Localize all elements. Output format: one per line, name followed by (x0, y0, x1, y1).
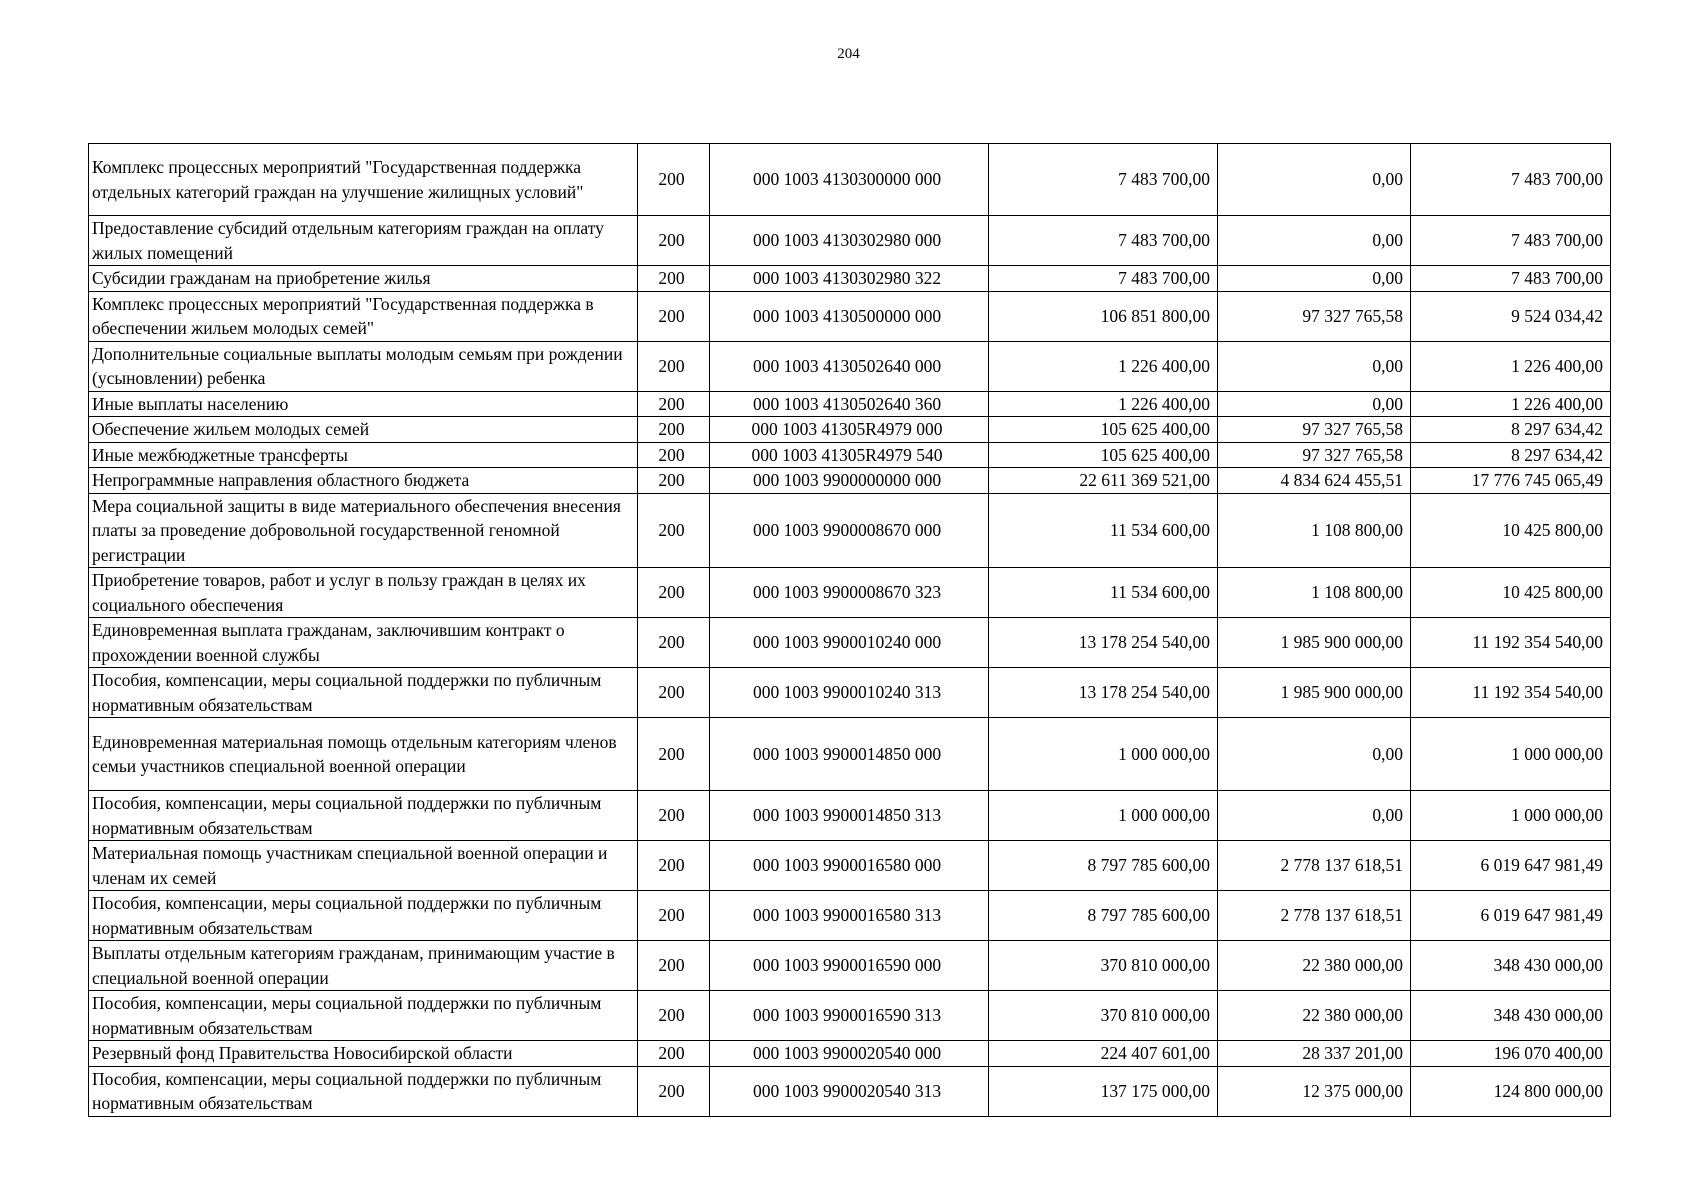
executed-amount-cell: 22 380 000,00 (1218, 991, 1411, 1041)
table-row (89, 341, 1611, 391)
admin-code-cell: 200 (638, 442, 710, 468)
page-number: 204 (837, 46, 860, 62)
unexecuted-amount-cell: 8 297 634,42 (1411, 442, 1611, 468)
classification-code-cell: 000 1003 9900008670 323 (710, 568, 989, 618)
admin-code-cell: 200 (638, 568, 710, 618)
unexecuted-amount-cell: 9 524 034,42 (1411, 291, 1611, 341)
admin-code-cell: 200 (638, 1066, 710, 1116)
executed-amount-cell: 1 985 900 000,00 (1218, 668, 1411, 718)
table-row (89, 391, 1611, 417)
approved-amount-cell: 370 810 000,00 (989, 991, 1218, 1041)
unexecuted-amount-cell: 17 776 745 065,49 (1411, 468, 1611, 494)
table-row (89, 668, 1611, 718)
unexecuted-amount-cell: 10 425 800,00 (1411, 568, 1611, 618)
executed-amount-cell: 0,00 (1218, 216, 1411, 266)
admin-code-cell: 200 (638, 341, 710, 391)
table-row (89, 291, 1611, 341)
classification-code-cell: 000 1003 9900010240 000 (710, 618, 989, 668)
expense-name-cell: Материальная помощь участникам специальной военной операции и членам их семей (89, 841, 638, 891)
classification-code-cell: 000 1003 9900020540 000 (710, 1041, 989, 1067)
classification-code-cell: 000 1003 4130502640 360 (710, 391, 989, 417)
table-row (89, 991, 1611, 1041)
expense-name-cell: Пособия, компенсации, меры социальной поддержки по публичным нормативным обязательствам (89, 1066, 638, 1116)
classification-code-cell: 000 1003 9900014850 313 (710, 791, 989, 841)
approved-amount-cell: 13 178 254 540,00 (989, 668, 1218, 718)
unexecuted-amount-cell: 1 000 000,00 (1411, 791, 1611, 841)
table-row (89, 718, 1611, 791)
approved-amount-cell: 1 226 400,00 (989, 391, 1218, 417)
table-row (89, 891, 1611, 941)
table-row (89, 841, 1611, 891)
approved-amount-cell: 106 851 800,00 (989, 291, 1218, 341)
expense-name-cell: Единовременная материальная помощь отдельным категориям членов семьи участников специальной военной операции (89, 718, 638, 791)
table-row (89, 618, 1611, 668)
approved-amount-cell: 8 797 785 600,00 (989, 841, 1218, 891)
executed-amount-cell: 97 327 765,58 (1218, 442, 1411, 468)
unexecuted-amount-cell: 348 430 000,00 (1411, 991, 1611, 1041)
expense-name-cell: Предоставление субсидий отдельным категориям граждан на оплату жилых помещений (89, 216, 638, 266)
admin-code-cell: 200 (638, 1041, 710, 1067)
executed-amount-cell: 2 778 137 618,51 (1218, 841, 1411, 891)
admin-code-cell: 200 (638, 468, 710, 494)
expense-name-cell: Комплекс процессных мероприятий "Государственная поддержка в обеспечении жильем молодых семей" (89, 291, 638, 341)
admin-code-cell: 200 (638, 991, 710, 1041)
table-row (89, 791, 1611, 841)
unexecuted-amount-cell: 1 000 000,00 (1411, 718, 1611, 791)
approved-amount-cell: 13 178 254 540,00 (989, 618, 1218, 668)
admin-code-cell: 200 (638, 266, 710, 292)
approved-amount-cell: 11 534 600,00 (989, 568, 1218, 618)
executed-amount-cell: 1 108 800,00 (1218, 493, 1411, 568)
classification-code-cell: 000 1003 4130500000 000 (710, 291, 989, 341)
budget-table (88, 143, 1611, 1117)
unexecuted-amount-cell: 6 019 647 981,49 (1411, 891, 1611, 941)
admin-code-cell: 200 (638, 216, 710, 266)
expense-name-cell: Иные межбюджетные трансферты (89, 442, 638, 468)
admin-code-cell: 200 (638, 891, 710, 941)
executed-amount-cell: 1 985 900 000,00 (1218, 618, 1411, 668)
expense-name-cell: Обеспечение жильем молодых семей (89, 417, 638, 443)
approved-amount-cell: 11 534 600,00 (989, 493, 1218, 568)
admin-code-cell: 200 (638, 791, 710, 841)
table-row (89, 493, 1611, 568)
executed-amount-cell: 97 327 765,58 (1218, 417, 1411, 443)
approved-amount-cell: 105 625 400,00 (989, 417, 1218, 443)
unexecuted-amount-cell: 348 430 000,00 (1411, 941, 1611, 991)
table-row (89, 417, 1611, 443)
expense-name-cell: Мера социальной защиты в виде материального обеспечения внесения платы за проведение добровольной государственной геномной регистрации (89, 493, 638, 568)
approved-amount-cell: 1 226 400,00 (989, 341, 1218, 391)
table-row (89, 144, 1611, 216)
admin-code-cell: 200 (638, 144, 710, 216)
classification-code-cell: 000 1003 4130300000 000 (710, 144, 989, 216)
expense-name-cell: Пособия, компенсации, меры социальной поддержки по публичным нормативным обязательствам (89, 991, 638, 1041)
admin-code-cell: 200 (638, 841, 710, 891)
executed-amount-cell: 28 337 201,00 (1218, 1041, 1411, 1067)
classification-code-cell: 000 1003 41305R4979 540 (710, 442, 989, 468)
unexecuted-amount-cell: 10 425 800,00 (1411, 493, 1611, 568)
admin-code-cell: 200 (638, 417, 710, 443)
approved-amount-cell: 105 625 400,00 (989, 442, 1218, 468)
approved-amount-cell: 224 407 601,00 (989, 1041, 1218, 1067)
admin-code-cell: 200 (638, 718, 710, 791)
executed-amount-cell: 4 834 624 455,51 (1218, 468, 1411, 494)
classification-code-cell: 000 1003 9900014850 000 (710, 718, 989, 791)
admin-code-cell: 200 (638, 291, 710, 341)
expense-name-cell: Пособия, компенсации, меры социальной поддержки по публичным нормативным обязательствам (89, 891, 638, 941)
executed-amount-cell: 0,00 (1218, 391, 1411, 417)
unexecuted-amount-cell: 1 226 400,00 (1411, 341, 1611, 391)
classification-code-cell: 000 1003 9900020540 313 (710, 1066, 989, 1116)
expense-name-cell: Дополнительные социальные выплаты молодым семьям при рождении (усыновлении) ребенка (89, 341, 638, 391)
classification-code-cell: 000 1003 4130302980 000 (710, 216, 989, 266)
approved-amount-cell: 7 483 700,00 (989, 216, 1218, 266)
expense-name-cell: Пособия, компенсации, меры социальной поддержки по публичным нормативным обязательствам (89, 791, 638, 841)
classification-code-cell: 000 1003 9900000000 000 (710, 468, 989, 494)
executed-amount-cell: 1 108 800,00 (1218, 568, 1411, 618)
approved-amount-cell: 7 483 700,00 (989, 144, 1218, 216)
table-row (89, 468, 1611, 494)
executed-amount-cell: 97 327 765,58 (1218, 291, 1411, 341)
classification-code-cell: 000 1003 9900016580 313 (710, 891, 989, 941)
unexecuted-amount-cell: 7 483 700,00 (1411, 266, 1611, 292)
expense-name-cell: Иные выплаты населению (89, 391, 638, 417)
classification-code-cell: 000 1003 9900016590 313 (710, 991, 989, 1041)
classification-code-cell: 000 1003 4130302980 322 (710, 266, 989, 292)
expense-name-cell: Выплаты отдельным категориям гражданам, принимающим участие в специальной военной операции (89, 941, 638, 991)
expense-name-cell: Единовременная выплата гражданам, заключившим контракт о прохождении военной службы (89, 618, 638, 668)
executed-amount-cell: 2 778 137 618,51 (1218, 891, 1411, 941)
table-row (89, 442, 1611, 468)
classification-code-cell: 000 1003 9900016590 000 (710, 941, 989, 991)
admin-code-cell: 200 (638, 391, 710, 417)
executed-amount-cell: 0,00 (1218, 144, 1411, 216)
table-row (89, 941, 1611, 991)
expense-name-cell: Непрограммные направления областного бюджета (89, 468, 638, 494)
expense-name-cell: Комплекс процессных мероприятий "Государственная поддержка отдельных категорий граждан на улучшение жилищных условий" (89, 144, 638, 216)
classification-code-cell: 000 1003 9900016580 000 (710, 841, 989, 891)
approved-amount-cell: 137 175 000,00 (989, 1066, 1218, 1116)
table-row (89, 216, 1611, 266)
unexecuted-amount-cell: 1 226 400,00 (1411, 391, 1611, 417)
executed-amount-cell: 0,00 (1218, 341, 1411, 391)
classification-code-cell: 000 1003 41305R4979 000 (710, 417, 989, 443)
unexecuted-amount-cell: 6 019 647 981,49 (1411, 841, 1611, 891)
admin-code-cell: 200 (638, 493, 710, 568)
approved-amount-cell: 1 000 000,00 (989, 791, 1218, 841)
table-row (89, 1066, 1611, 1116)
classification-code-cell: 000 1003 4130502640 000 (710, 341, 989, 391)
classification-code-cell: 000 1003 9900008670 000 (710, 493, 989, 568)
approved-amount-cell: 1 000 000,00 (989, 718, 1218, 791)
unexecuted-amount-cell: 11 192 354 540,00 (1411, 618, 1611, 668)
table-row (89, 1041, 1611, 1067)
admin-code-cell: 200 (638, 941, 710, 991)
unexecuted-amount-cell: 124 800 000,00 (1411, 1066, 1611, 1116)
unexecuted-amount-cell: 7 483 700,00 (1411, 216, 1611, 266)
expense-name-cell: Субсидии гражданам на приобретение жилья (89, 266, 638, 292)
executed-amount-cell: 0,00 (1218, 266, 1411, 292)
budget-table-body (89, 144, 1611, 1117)
executed-amount-cell: 0,00 (1218, 791, 1411, 841)
expense-name-cell: Резервный фонд Правительства Новосибирской области (89, 1041, 638, 1067)
expense-name-cell: Пособия, компенсации, меры социальной поддержки по публичным нормативным обязательствам (89, 668, 638, 718)
approved-amount-cell: 370 810 000,00 (989, 941, 1218, 991)
executed-amount-cell: 12 375 000,00 (1218, 1066, 1411, 1116)
approved-amount-cell: 7 483 700,00 (989, 266, 1218, 292)
unexecuted-amount-cell: 11 192 354 540,00 (1411, 668, 1611, 718)
table-row (89, 568, 1611, 618)
unexecuted-amount-cell: 8 297 634,42 (1411, 417, 1611, 443)
expense-name-cell: Приобретение товаров, работ и услуг в пользу граждан в целях их социального обеспечения (89, 568, 638, 618)
unexecuted-amount-cell: 7 483 700,00 (1411, 144, 1611, 216)
classification-code-cell: 000 1003 9900010240 313 (710, 668, 989, 718)
approved-amount-cell: 22 611 369 521,00 (989, 468, 1218, 494)
executed-amount-cell: 0,00 (1218, 718, 1411, 791)
admin-code-cell: 200 (638, 668, 710, 718)
approved-amount-cell: 8 797 785 600,00 (989, 891, 1218, 941)
admin-code-cell: 200 (638, 618, 710, 668)
executed-amount-cell: 22 380 000,00 (1218, 941, 1411, 991)
unexecuted-amount-cell: 196 070 400,00 (1411, 1041, 1611, 1067)
table-row (89, 266, 1611, 292)
